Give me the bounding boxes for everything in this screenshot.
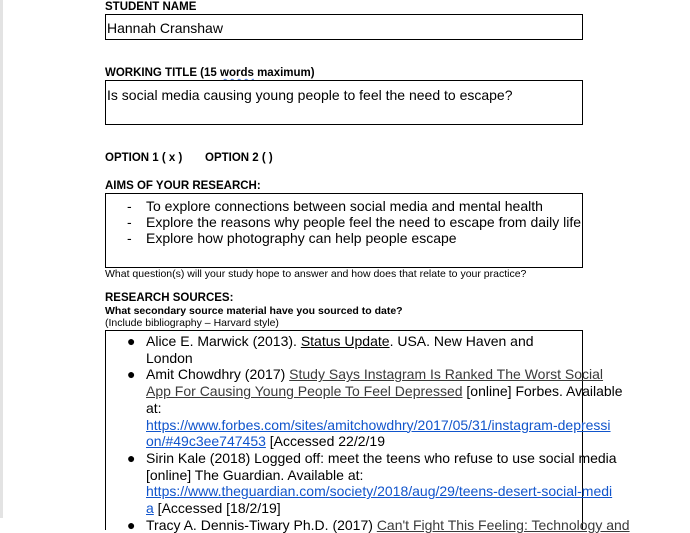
source-title: Status Update: [300, 333, 390, 349]
aims-note: What question(s) will your study hope to answer and how does that relate to your practice?: [105, 268, 527, 280]
dash-marker: -: [127, 214, 132, 230]
working-title-value: Is social media causing young people to feel the need to escape?: [107, 87, 513, 103]
aims-label: AIMS OF YOUR RESEARCH:: [105, 180, 261, 192]
aims-item: [106, 214, 582, 230]
aims-list: [106, 198, 582, 246]
source-available: at:: [146, 399, 162, 416]
source-item: [106, 516, 630, 533]
aims-item: [106, 230, 582, 246]
source-accessed: [Accessed 22/2/19: [265, 433, 385, 450]
source-publisher: [online] Forbes. Available: [462, 383, 623, 400]
source-item: [106, 449, 617, 517]
working-title-label-prefix: WORKING TITLE (15: [105, 67, 220, 79]
student-name-value: Hannah Cranshaw: [107, 20, 223, 36]
aims-item-text: To explore connections between social media and mental health: [146, 198, 543, 214]
source-link[interactable]: a: [146, 500, 154, 517]
working-title-field[interactable]: [105, 80, 583, 125]
student-name-field[interactable]: [105, 14, 583, 40]
source-title: Can't Fight This Feeling: Technology and: [376, 516, 630, 533]
sources-field[interactable]: [105, 330, 630, 533]
source-item: [106, 366, 623, 450]
bullet-marker: ●: [127, 516, 136, 533]
dash-marker: -: [127, 230, 132, 246]
aims-item-text: Explore how photography can help people escape: [146, 230, 457, 246]
source-author: Alice E. Marwick (2013).: [146, 333, 301, 349]
source-accessed: [Accessed [18/2/19]: [153, 500, 281, 517]
page-left-edge: [0, 0, 3, 518]
source-link[interactable]: on/#49c3ee747453: [146, 433, 266, 450]
bullet-marker: ●: [127, 366, 136, 383]
working-title-label: [105, 67, 315, 79]
source-author: Tracy A. Dennis-Tiwary Ph.D. (2017): [146, 516, 377, 533]
aims-field[interactable]: [105, 193, 583, 268]
sources-question: What secondary source material have you sourced to date?: [105, 305, 403, 317]
aims-item-text: Explore the reasons why people feel the need to escape from daily life: [146, 214, 582, 230]
sources-note: (Include bibliography – Harvard style): [105, 317, 279, 329]
aims-item: [106, 198, 582, 214]
source-title: Study Says Instagram Is Ranked The Worst Social: [289, 366, 604, 383]
option-1[interactable]: OPTION 1 ( x ): [105, 152, 183, 164]
student-name-label: STUDENT NAME: [105, 1, 197, 13]
sources-label: RESEARCH SOURCES:: [105, 292, 234, 304]
dash-marker: -: [127, 198, 132, 214]
source-item: [106, 333, 582, 366]
source-publisher: . USA. New Haven and London: [146, 333, 534, 366]
bullet-marker: ●: [127, 449, 136, 466]
bullet-marker: ●: [127, 333, 136, 349]
source-publisher: [online] The Guardian. Available at:: [146, 466, 364, 483]
sources-list: [106, 333, 630, 533]
working-title-label-suffix: maximum): [253, 67, 315, 79]
source-link[interactable]: https://www.theguardian.com/society/2018/aug/29/teens-desert-social-medi: [146, 483, 613, 500]
spellcheck-word[interactable]: words: [220, 67, 254, 79]
source-author: Amit Chowdhry (2017): [146, 366, 290, 383]
option-2[interactable]: OPTION 2 ( ): [205, 152, 273, 164]
source-author: Sirin Kale (2018) Logged off: meet the teens who refuse to use social media: [146, 449, 617, 466]
source-title: App For Causing Young People To Feel Depressed: [146, 383, 463, 400]
source-link[interactable]: https://www.forbes.com/sites/amitchowdhry/2017/05/31/instagram-depressi: [146, 416, 611, 433]
